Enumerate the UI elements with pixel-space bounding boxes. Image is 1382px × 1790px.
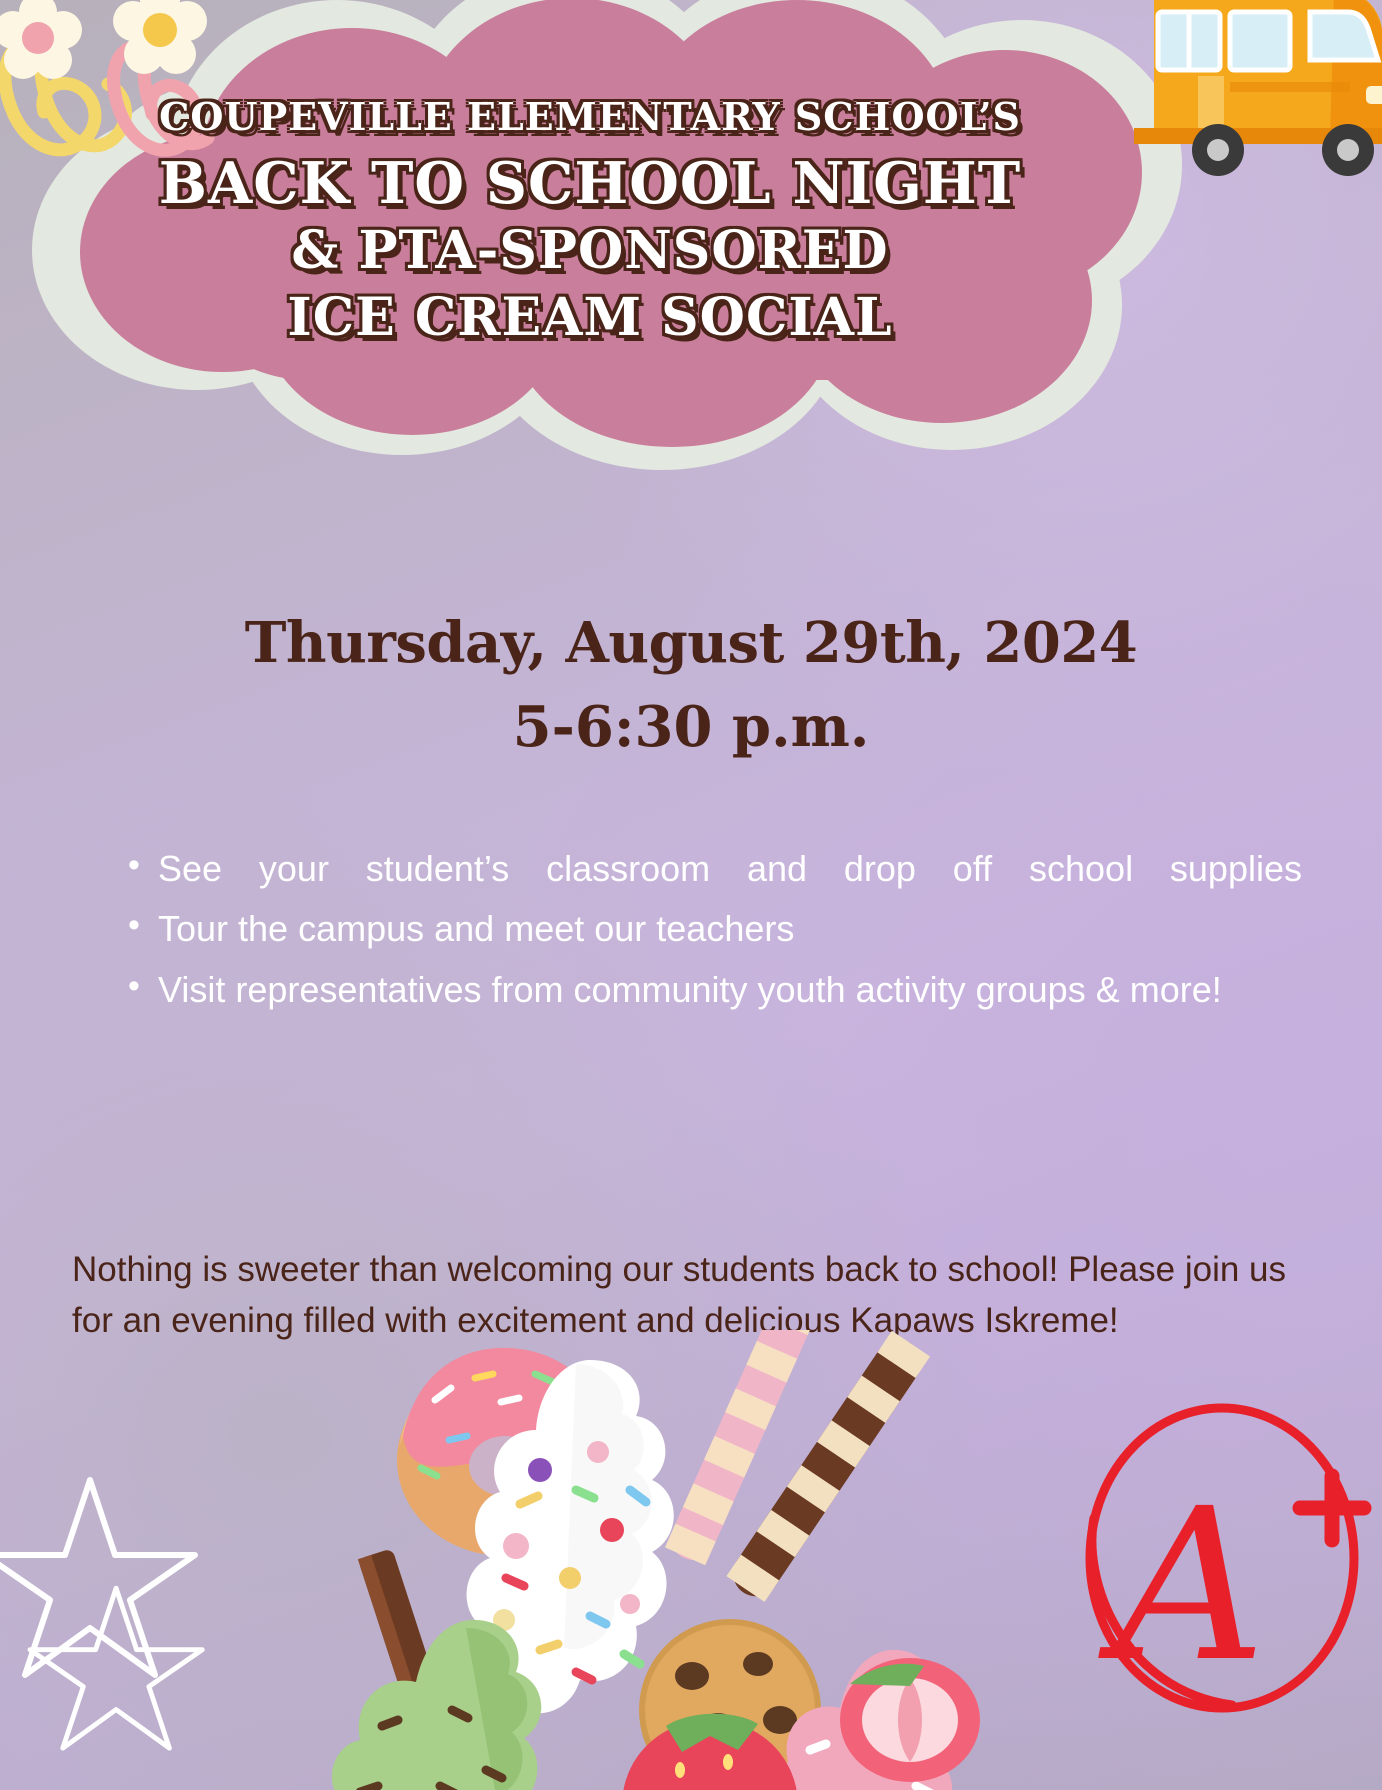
bullet-list	[112, 840, 1302, 1021]
school-bus-icon	[1134, 0, 1382, 180]
list-item: • Visit representatives from community youth activity groups & more!	[158, 961, 1302, 1019]
outline-stars-icon	[0, 1470, 300, 1780]
list-item: • See your student’s classroom and drop off school supplies	[158, 840, 1302, 898]
banner-heading	[150, 95, 1030, 351]
banner-line-3: & PTA-SPONSORED	[291, 220, 889, 282]
banner-line-4: ICE CREAM SOCIAL	[287, 286, 893, 348]
svg-text:A: A	[1114, 1463, 1266, 1708]
closing-paragraph: Nothing is sweeter than welcoming our students back to school! Please join us for an evening filled with excitement and delicious Kapaws Iskreme!	[72, 1250, 1286, 1340]
dessert-cluster-icon	[300, 1330, 1020, 1790]
banner-line-2: BACK TO SCHOOL NIGHT	[158, 149, 1022, 217]
list-item: • Tour the campus and meet our teachers	[158, 900, 1302, 958]
event-time: 5-6:30 p.m.	[512, 694, 870, 760]
a-plus-grade-icon	[1072, 1390, 1372, 1720]
event-date: Thursday, August 29th, 2024	[244, 610, 1138, 676]
banner-line-1: COUPEVILLE ELEMENTARY SCHOOL’S	[159, 94, 1021, 139]
event-date-block	[0, 610, 1382, 760]
